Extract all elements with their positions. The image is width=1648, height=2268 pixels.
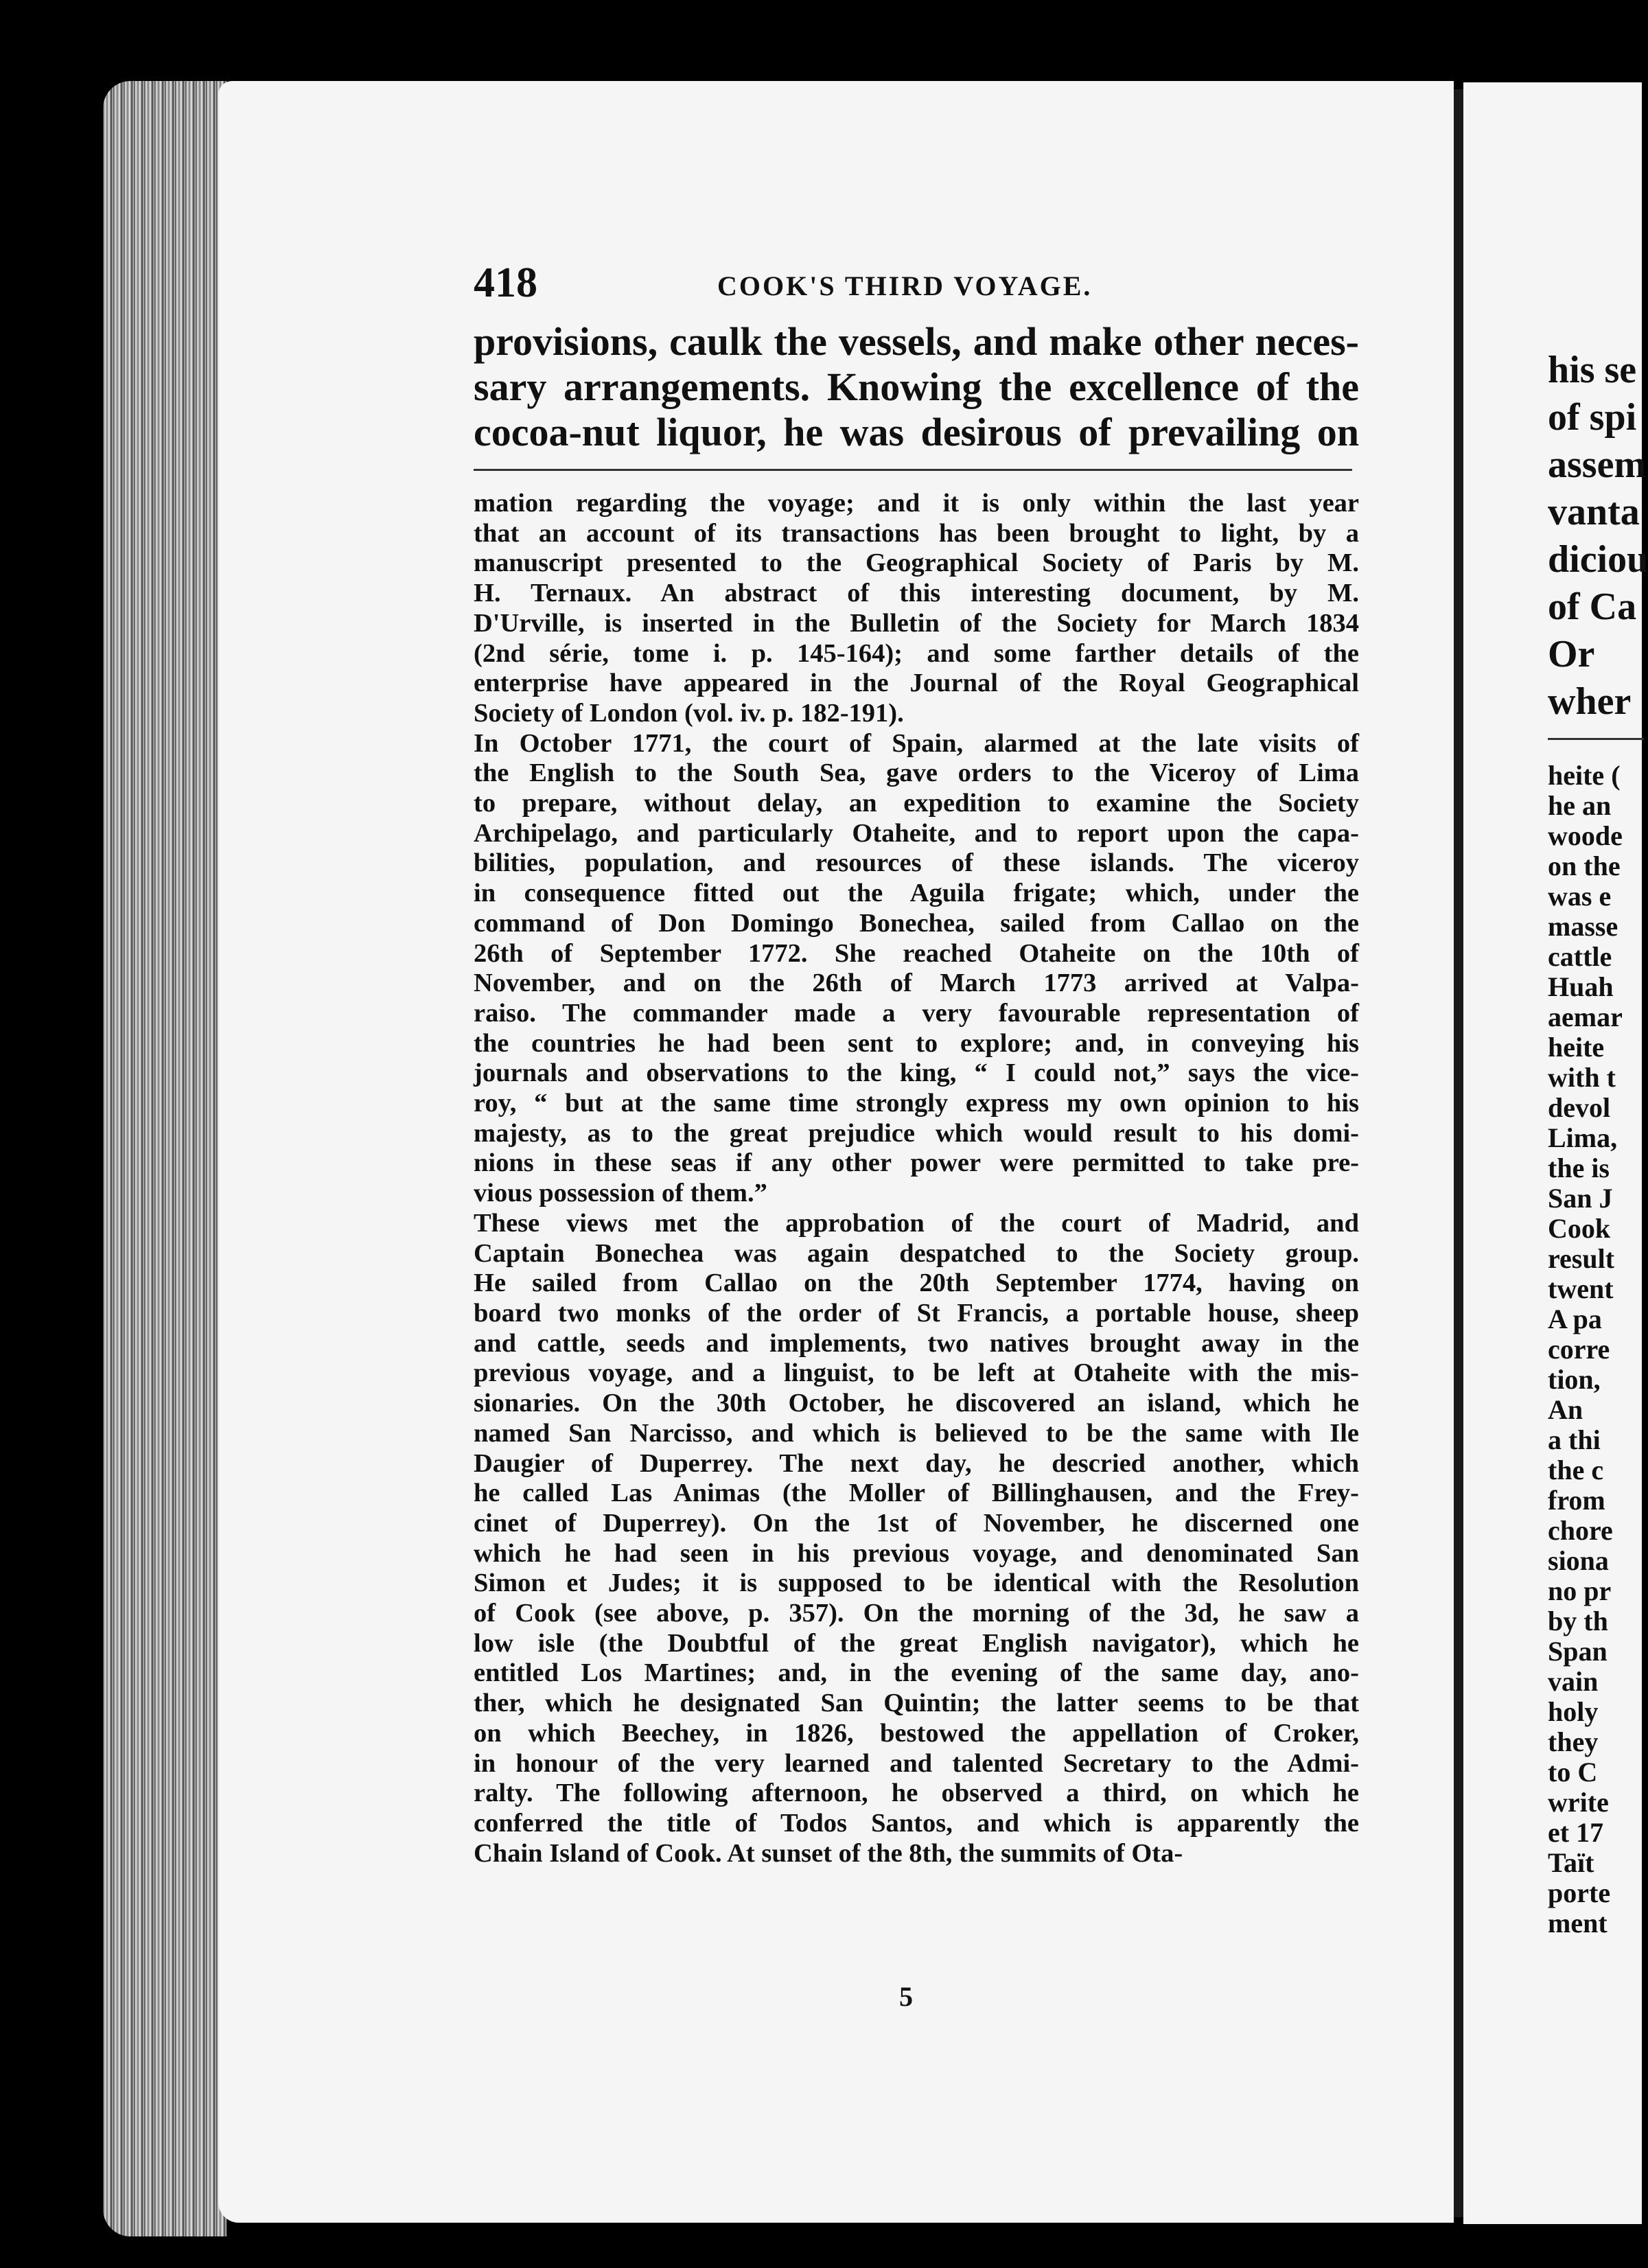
footnote-line: bilities, population, and resources of these islands. The viceroy xyxy=(474,848,1359,878)
footnote-line: board two monks of the order of St Francis, a portable house, sheep xyxy=(474,1298,1359,1328)
right-page-footnote-line: by th xyxy=(1548,1606,1608,1636)
right-page-line: Or xyxy=(1548,633,1595,675)
right-page-line: of Ca xyxy=(1548,586,1637,628)
right-page-footnote-line: heite xyxy=(1548,1032,1605,1063)
right-page-line: wher xyxy=(1548,680,1632,723)
footnote-line: Chain Island of Cook. At sunset of the 8th, the summits of Ota- xyxy=(474,1838,1183,1868)
right-page-footnote-line: porte xyxy=(1548,1877,1611,1908)
right-page-footnote-line: from xyxy=(1548,1485,1605,1516)
right-page-footnote-line: on the xyxy=(1548,850,1621,881)
right-page-footnote-line: holy xyxy=(1548,1696,1599,1727)
right-page-footnote-line: corre xyxy=(1548,1334,1610,1365)
right-page-line: diciou xyxy=(1548,538,1648,581)
footnote-line: He sailed from Callao on the 20th September 1774, having on xyxy=(474,1269,1359,1298)
footnote-line: Simon et Judes; it is supposed to be identical with the Resolution xyxy=(474,1569,1359,1598)
footnote-line: D'Urville, is inserted in the Bulletin of the Society for March 1834 xyxy=(474,608,1359,638)
footnote-line: roy, “ but at the same time strongly express my own opinion to his xyxy=(474,1089,1359,1118)
footnote-line: which he had seen in his previous voyage, and denominated San xyxy=(474,1538,1359,1568)
right-page-footnote-line: An xyxy=(1548,1394,1583,1425)
footnote-line: Captain Bonechea was again despatched to the Society group. xyxy=(474,1238,1359,1268)
right-page-footnote-line: Span xyxy=(1548,1636,1608,1667)
footnote-line: In October 1771, the court of Spain, alarmed at the late visits of xyxy=(474,728,1359,758)
footnote-line: vious possession of them.” xyxy=(474,1179,767,1208)
footnote-line: Society of London (vol. iv. p. 182-191). xyxy=(474,698,904,728)
footnote-line: entitled Los Martines; and, in the evening of the same day, ano- xyxy=(474,1658,1359,1688)
right-page-footnote-line: Lima, xyxy=(1548,1122,1618,1153)
footnote-line: H. Ternaux. An abstract of this interesting document, by M. xyxy=(474,579,1359,608)
footnote-line: in honour of the very learned and talented Secretary to the Admi- xyxy=(474,1748,1359,1778)
right-page-footnote-line: they xyxy=(1548,1726,1599,1757)
right-page-footnote-line: the is xyxy=(1548,1153,1610,1183)
footnote-line: November, and on the 26th of March 1773 arrived at Valpa- xyxy=(474,969,1359,998)
footnote-line: sionaries. On the 30th October, he discovered an island, which he xyxy=(474,1389,1359,1418)
footnote-line: majesty, as to the great prejudice which would result to his domi- xyxy=(474,1118,1359,1148)
page-number: 418 xyxy=(474,259,537,306)
main-text-line: cocoa-nut liquor, he was desirous of prevailing on xyxy=(474,410,1359,454)
signature-mark: 5 xyxy=(899,1981,913,2012)
footnote-line: ralty. The following afternoon, he observed a third, on which he xyxy=(474,1779,1359,1808)
footnote-line: mation regarding the voyage; and it is only within the last year xyxy=(474,489,1359,518)
right-page-footnote-line: siona xyxy=(1548,1545,1609,1576)
footnote-line: nions in these seas if any other power were permitted to take pre- xyxy=(474,1148,1359,1178)
right-page-footnote-line: devol xyxy=(1548,1092,1611,1123)
right-page-footnote-line: chore xyxy=(1548,1515,1613,1546)
main-text xyxy=(474,319,1359,455)
footnote-line: the English to the South Sea, gave orders to the Viceroy of Lima xyxy=(474,759,1359,788)
right-page-footnote-line: write xyxy=(1548,1787,1609,1818)
right-page-line: vanta xyxy=(1548,491,1640,533)
right-page-footnote-line: aemar xyxy=(1548,1002,1623,1032)
right-page-footnote-line: was e xyxy=(1548,881,1612,912)
footnote-line: conferred the title of Todos Santos, and which is apparently the xyxy=(474,1808,1359,1838)
right-page-footnote-line: Huah xyxy=(1548,971,1614,1002)
footnote-line: Daugier of Duperrey. The next day, he descried another, which xyxy=(474,1448,1359,1478)
footnote-line: that an account of its transactions has been brought to light, by a xyxy=(474,518,1359,548)
right-page-footnote-line: A pa xyxy=(1548,1304,1602,1334)
running-head: COOK'S THIRD VOYAGE. xyxy=(717,270,1093,301)
footnote-line: he called Las Animas (the Moller of Billinghausen, and the Frey- xyxy=(474,1479,1359,1508)
footnote-line: of Cook (see above, p. 357). On the morning of the 3d, he saw a xyxy=(474,1599,1359,1628)
footnote-line: (2nd série, tome i. p. 145-164); and some farther details of the xyxy=(474,638,1359,668)
right-page-footnote-line: cattle xyxy=(1548,941,1612,972)
right-page-footnote-line: a thi xyxy=(1548,1424,1601,1455)
page-gutter xyxy=(1454,89,1463,2217)
footnote-rule xyxy=(474,469,1352,471)
footnote-line: and cattle, seeds and implements, two natives brought away in the xyxy=(474,1328,1359,1358)
right-page-rule xyxy=(1548,738,1644,740)
footnote-line: ther, which he designated San Quintin; the latter seems to be that xyxy=(474,1689,1359,1718)
right-page-footnote-line: no pr xyxy=(1548,1575,1612,1606)
footnote-line: enterprise have appeared in the Journal of the Royal Geographical xyxy=(474,669,1359,698)
footnote-line: raiso. The commander made a very favourable representation of xyxy=(474,998,1359,1028)
footnote-line: previous voyage, and a linguist, to be left at Otaheite with the mis- xyxy=(474,1358,1359,1388)
right-page-footnote-line: heite ( xyxy=(1548,760,1621,791)
right-page-line: assem xyxy=(1548,443,1647,486)
right-page-footnote-line: twent xyxy=(1548,1273,1614,1304)
right-page-footnote-line: tion, xyxy=(1548,1364,1601,1395)
footnote-line: named San Narcisso, and which is believed to be the same with Ile xyxy=(474,1418,1359,1448)
right-page-footnote-line: he an xyxy=(1548,790,1612,821)
footnote-line: in consequence fitted out the Aguila frigate; which, under the xyxy=(474,879,1359,908)
right-page-footnote-line: Taït xyxy=(1548,1847,1594,1878)
footnote-line: journals and observations to the king, “ I could not,” says the vice- xyxy=(474,1058,1359,1088)
footnote-line: 26th of September 1772. She reached Otaheite on the 10th of xyxy=(474,938,1359,968)
footnote-line: manuscript presented to the Geographical Society of Paris by M. xyxy=(474,548,1359,578)
footnote-line: on which Beechey, in 1826, bestowed the appellation of Croker, xyxy=(474,1718,1359,1748)
left-page-content xyxy=(474,244,1359,1868)
right-page-footnote-line: ment xyxy=(1548,1908,1608,1939)
main-text-line: sary arrangements. Knowing the excellence of the xyxy=(474,364,1359,409)
right-page-footnote-line: et 17 xyxy=(1548,1817,1604,1848)
right-page-footnote-line: result xyxy=(1548,1243,1615,1274)
right-page-footnote-line: Cook xyxy=(1548,1213,1611,1244)
right-page-line: of spi xyxy=(1548,396,1637,439)
footnote-line: Archipelago, and particularly Otaheite, and to report upon the capa- xyxy=(474,818,1359,848)
right-page-footnote-text xyxy=(1548,761,1644,1939)
right-page-footnote-line: to C xyxy=(1548,1757,1598,1787)
footnote-line: cinet of Duperrey). On the 1st of November, he discerned one xyxy=(474,1508,1359,1538)
footnote-line: These views met the approbation of the court of Madrid, and xyxy=(474,1208,1359,1238)
main-text-line: provisions, caulk the vessels, and make other neces- xyxy=(474,319,1359,364)
right-page-footnote-line: the c xyxy=(1548,1455,1604,1485)
book-spine-page-edges xyxy=(103,81,227,2236)
right-page-footnote-line: San J xyxy=(1548,1183,1613,1214)
page-header xyxy=(474,244,1359,319)
right-page-footnote-line: vain xyxy=(1548,1666,1599,1697)
right-page-footnote-line: masse xyxy=(1548,911,1618,942)
right-page-text xyxy=(1548,347,1648,1939)
right-page-footnote-line: with t xyxy=(1548,1062,1616,1093)
footnote-text xyxy=(474,489,1359,1868)
right-page-line: his se xyxy=(1548,349,1637,391)
footnote-line: command of Don Domingo Bonechea, sailed from Callao on the xyxy=(474,908,1359,938)
right-page-main-text xyxy=(1548,347,1648,726)
footnote-line: the countries he had been sent to explore; and, in conveying his xyxy=(474,1028,1359,1058)
footnote-line: to prepare, without delay, an expedition to examine the Society xyxy=(474,789,1359,818)
footnote-line: low isle (the Doubtful of the great English navigator), which he xyxy=(474,1628,1359,1658)
right-page-footnote-line: woode xyxy=(1548,820,1623,851)
